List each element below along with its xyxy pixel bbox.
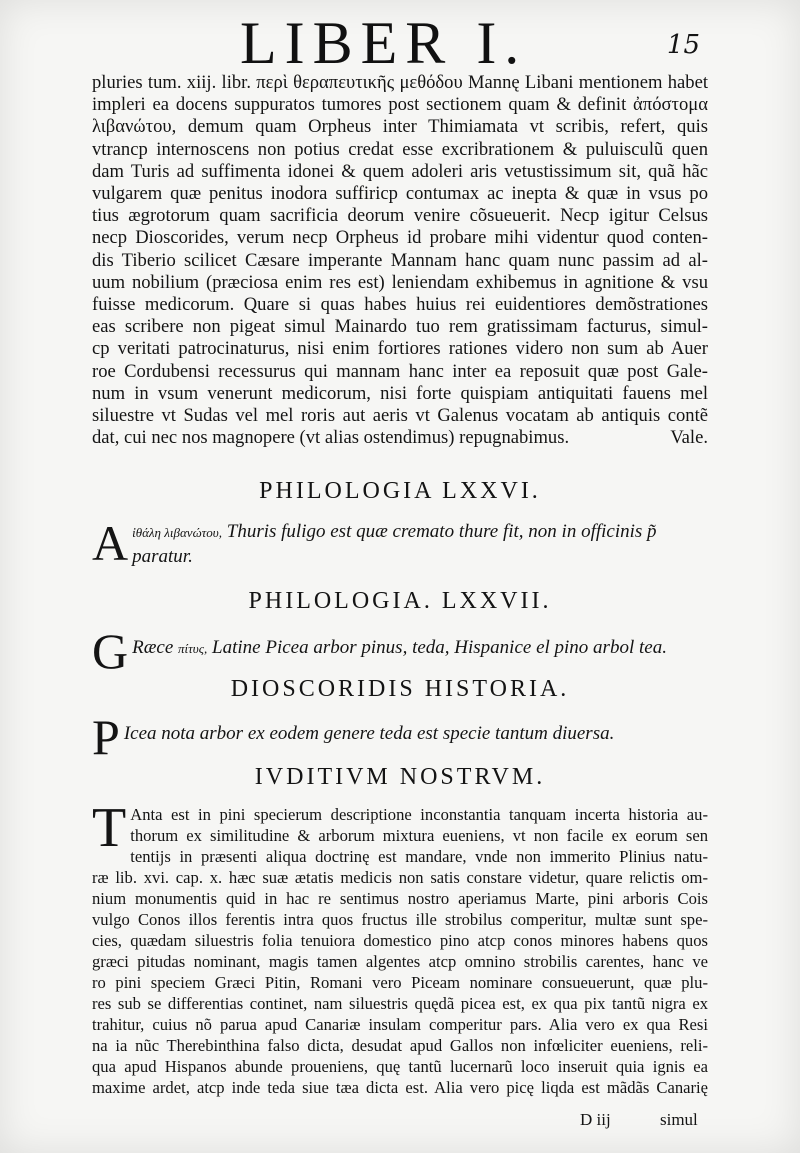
text-line: fuisse medicorum. Quare si quas habes huius rei euidentiores demõstrationes <box>92 294 708 316</box>
text-line: Icea nota arbor ex eodem genere teda est specie tantum diuersa. <box>123 723 615 744</box>
catchword: simul <box>660 1110 698 1129</box>
text-line: uum nobilium (præciosa enim res est) leniendam exhibemus in agnitione & vsu <box>92 271 708 293</box>
text-line: vtrancp internoscens non potius credat esse excribrationem & puluisculũ quen <box>92 138 708 160</box>
philologia-77-paragraph <box>92 623 708 679</box>
text-line: ræ lib. xvi. cap. x. hæc suæ ætatis medicis non satis constare videtur, quare relictis om- <box>92 868 708 887</box>
folio-number: 15 <box>666 30 700 60</box>
opening-paragraph <box>92 72 708 449</box>
heading-dioscoridis-historia: DIOSCORIDIS HISTORIA. <box>230 676 570 702</box>
text-line: thorum ex similitudine & arborum mixtura eueniens, vt non facile ex eorum sen <box>130 826 708 845</box>
greek-term: ἰθάλη λιβανώτου, <box>132 525 223 540</box>
text-line: ro pini speciem Græci Pitin, Romani vero Piceam nominare consueuerunt, quæ plu- <box>92 973 708 992</box>
text-line <box>92 628 708 661</box>
greek-term: πίτυς, <box>178 641 208 656</box>
philologia-76-paragraph <box>92 515 708 571</box>
text-line: tentijs in præsenti aliqua doctrinę est mandare, vnde non immerito Plinius natu- <box>130 847 708 866</box>
vale-word: Vale. <box>670 427 708 449</box>
text-line: λιβανώτου, demum quam Orpheus inter Thimiamata vt scribis, refert, quis <box>92 116 708 138</box>
iuditium-paragraph <box>92 797 708 1098</box>
drop-capital: A <box>92 515 129 571</box>
page-title: LIBER I. <box>240 10 528 76</box>
text-line: dam Turis ad suffimenta idonei & quem adoleri aris vetustissimum sit, quã hãc <box>92 160 708 182</box>
text-line: qua apud Hispanos abunde proueniens, quę tantũ lucernarũ loco inseruit quia ignis ea <box>92 1057 708 1076</box>
text-span: Ræce <box>132 637 179 658</box>
text-span: Latine Picea arbor pinus, teda, Hispanice el pino arbol tea. <box>207 637 667 658</box>
text-line: maxime ardet, atcp inde teda siue tæa dicta est. Alia vero picę liqda est mãdãs Canarię <box>92 1078 708 1097</box>
text-span: Thuris fuligo est quæ cremato thure fit, non in officinis p̃ <box>222 521 657 542</box>
text-line: eas scribere non pigeat simul Mainardo tuo rem gratissimam facturus, simul- <box>92 316 708 338</box>
text-line: res sub se differentias continet, nam siluestris quędã picea est, ex qua pix tantũ nigra ex <box>92 994 708 1013</box>
text-line: cies, quædam siluestris folia tenuiora domestico pino atcp conos minores habens quos <box>92 931 708 950</box>
drop-capital: T <box>92 797 127 859</box>
drop-capital: P <box>92 709 120 765</box>
text-line: dis Tiberio scilicet Cæsare imperante Mannam hanc quam nunc passim ad al- <box>92 249 708 271</box>
text-line: impleri ea docens suppuratos tumores post sectionem quam & definit ἀπόστομα <box>92 94 708 116</box>
text-line: Anta est in pini specierum descriptione inconstantia tanquam incerta historia au- <box>130 805 708 824</box>
text-line: siluestre vt Sudas vel mel roris aut aeris vt Galenus vocatam ab antiquis contẽ <box>92 405 708 427</box>
text-line: vulgarem quæ penitus inodora suffiricp contumax ac inepta & quæ in vsus po <box>92 183 708 205</box>
text-line: roe Cordubensi recessurus qui mannam hanc inter ea reposuit quæ post Gale- <box>92 360 708 382</box>
text-line: num in vsum venerunt medicorum, nisi forte quispiam antiquitati fauens mel <box>92 382 708 404</box>
running-head <box>0 8 800 78</box>
text-line: pluries tum. xiij. libr. περὶ θεραπευτικῆς μεθόδου Mannę Libani mentionem habet <box>92 72 708 93</box>
signature-mark: D iij <box>580 1110 611 1129</box>
heading-iuditium-nostrum: IVDITIVM NOSTRVM. <box>254 764 546 790</box>
text-line: tius ægrotorum quam sacrificia deorum venire cõsueuerit. Necp igitur Celsus <box>92 205 708 227</box>
heading-philologia-77: PHILOLOGIA. LXXVII. <box>248 588 552 614</box>
text-line: vulgo Conos illos ferentis intra quos fructus ille strobilus comperitur, multæ sunt spe- <box>92 910 708 929</box>
dioscoridis-paragraph <box>92 709 708 765</box>
text-line: græci pitudas nominant, magis tamen algentes atcp omnino strobilis carentes, hanc ve <box>92 952 708 971</box>
show-through-text <box>160 455 164 475</box>
heading-philologia-76: PHILOLOGIA LXXVI. <box>259 478 541 504</box>
text-line: paratur. <box>132 546 193 567</box>
text-line-last <box>92 427 708 449</box>
text-line: na ia nũc Therebinthina falso dicta, desudat apud Gallos non infœliciter eueniens, reli- <box>92 1036 708 1055</box>
text-line: trahitur, cuius nõ parua apud Canariæ insulam comperitur pars. Alia vero ex qua Resi <box>92 1015 708 1034</box>
text-line <box>92 520 708 545</box>
text-line: cp veritati patrocinaturus, nisi enim fortiores rationes videro non sum ab Auer <box>92 338 708 360</box>
text-line: necp Dioscorides, verum necp Orpheus id probare mihi videntur quod conten- <box>92 227 708 249</box>
closing-text: dat, cui nec nos magnopere (vt alias ostendimus) repugnabimus. <box>92 427 570 449</box>
drop-capital: G <box>92 623 129 679</box>
text-line: nium monumentis quid in hac re sentimus nostro aperiamus Marte, pini arboris Cois <box>92 889 708 908</box>
